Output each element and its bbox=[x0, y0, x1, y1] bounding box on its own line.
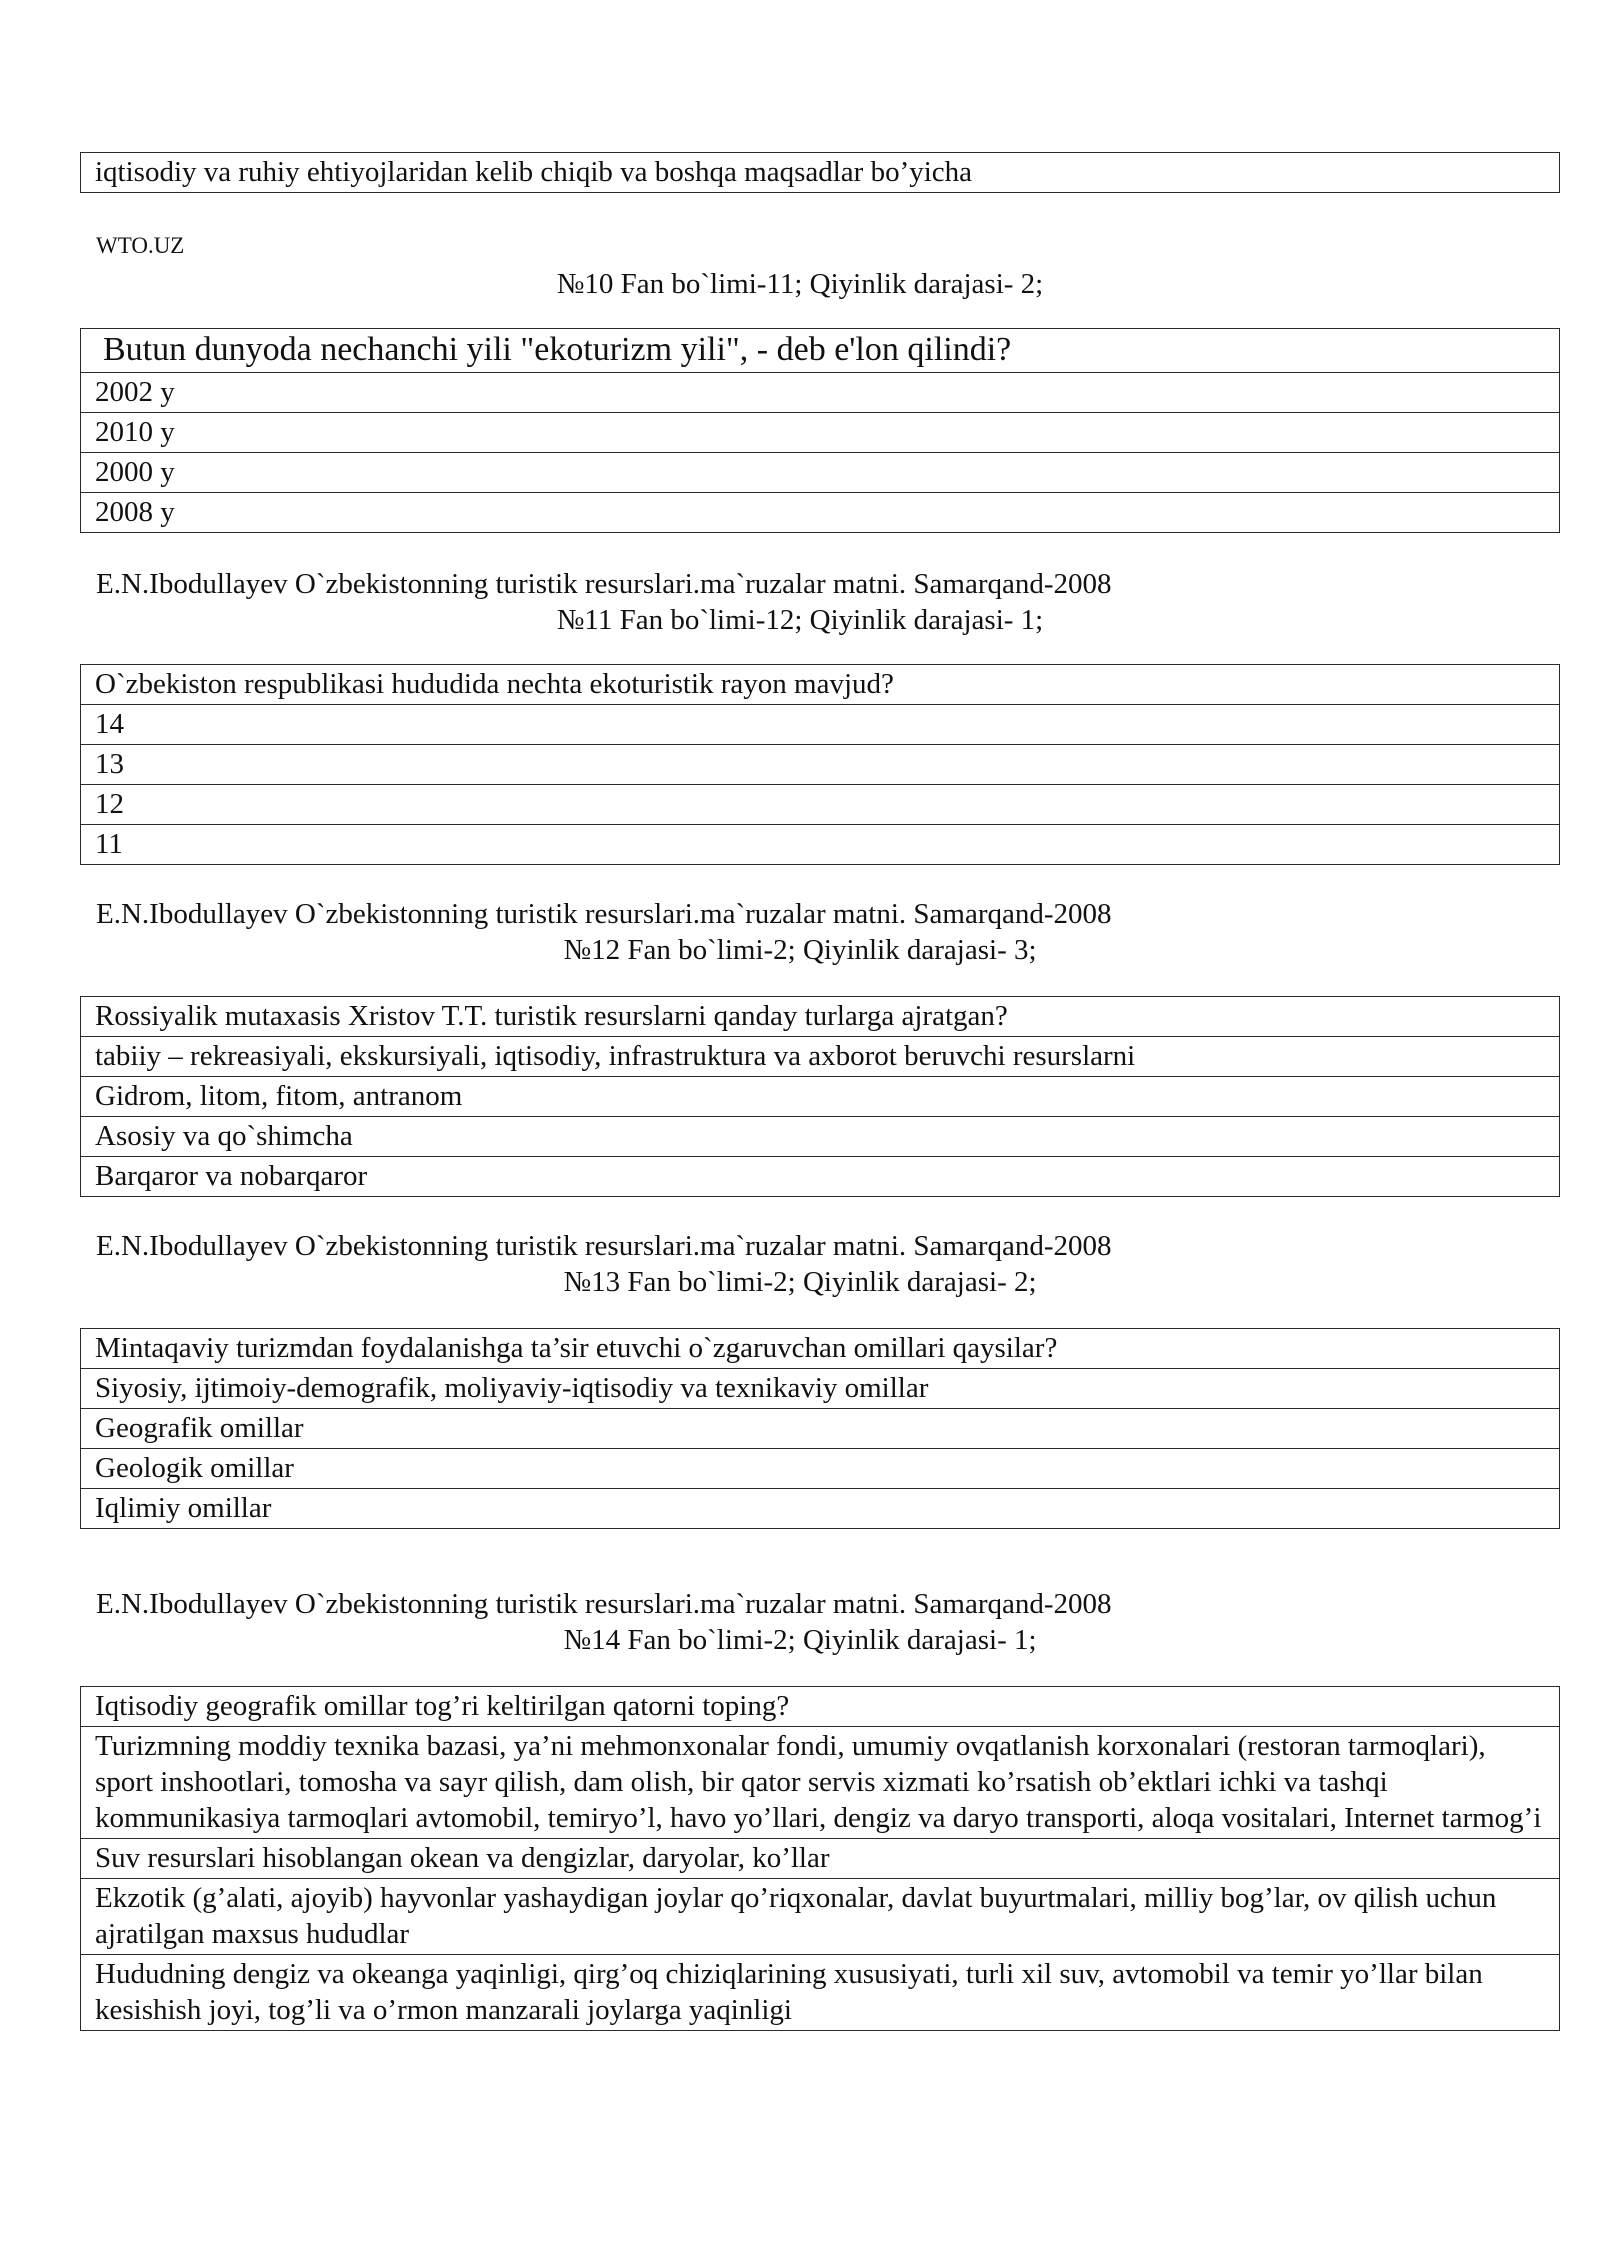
answer-option: Suv resurslari hisoblangan okean va dengizlar, daryolar, ko’llar bbox=[81, 1839, 1560, 1879]
answer-option: Turizmning moddiy texnika bazasi, ya’ni mehmonxonalar fondi, umumiy ovqatlanish korxonalari (restoran tarmoqlari), sport inshootlari, tomosha va sayr qilish, dam olish, bir qator servis xizmati ko’rsatish ob’ektlari ichki va tashqi kommunikasiya tarmoqlari avtomobil, temiryo’l, havo yo’llari, dengiz va daryo transporti, aloqa vositalari, Internet tarmog’i bbox=[81, 1727, 1560, 1839]
answer-option: 2002 y bbox=[81, 373, 1560, 413]
answer-option: 11 bbox=[81, 825, 1560, 865]
question-text: Butun dunyoda nechanchi yili "ekoturizm yili", - deb e'lon qilindi? bbox=[81, 329, 1560, 373]
question-header: №14 Fan bo`limi-2; Qiyinlik darajasi- 1; bbox=[563, 1624, 1037, 1656]
question-table bbox=[80, 1686, 1560, 2031]
answer-option: Gidrom, litom, fitom, antranom bbox=[81, 1077, 1560, 1117]
answer-option: Geografik omillar bbox=[81, 1409, 1560, 1449]
question-header: №11 Fan bo`limi-12; Qiyinlik darajasi- 1; bbox=[556, 604, 1044, 636]
answer-option: 2000 y bbox=[81, 453, 1560, 493]
source-text: WTO.UZ bbox=[96, 233, 185, 258]
answer-option: Siyosiy, ijtimoiy-demografik, moliyaviy-iqtisodiy va texnikaviy omillar bbox=[81, 1369, 1560, 1409]
source-text: E.N.Ibodullayev O`zbekistonning turistik resurslari.ma`ruzalar matni. Samarqand-2008 bbox=[96, 1588, 1112, 1620]
answer-option: Barqaror va nobarqaror bbox=[81, 1157, 1560, 1197]
question-table bbox=[80, 664, 1560, 865]
answer-option: Geologik omillar bbox=[81, 1449, 1560, 1489]
question-text: Rossiyalik mutaxasis Xristov T.T. turistik resurslarni qanday turlarga ajratgan? bbox=[81, 997, 1560, 1037]
question-text: Mintaqaviy turizmdan foydalanishga ta’sir etuvchi o`zgaruvchan omillari qaysilar? bbox=[81, 1329, 1560, 1369]
question-text: Iqtisodiy geografik omillar tog’ri keltirilgan qatorni toping? bbox=[81, 1687, 1560, 1727]
answer-option: 2010 y bbox=[81, 413, 1560, 453]
answer-option: tabiiy – rekreasiyali, ekskursiyali, iqtisodiy, infrastruktura va axborot beruvchi resurslarni bbox=[81, 1037, 1560, 1077]
question-header: №13 Fan bo`limi-2; Qiyinlik darajasi- 2; bbox=[563, 1266, 1037, 1298]
answer-option: Iqlimiy omillar bbox=[81, 1489, 1560, 1529]
question-table bbox=[80, 996, 1560, 1197]
source-text: E.N.Ibodullayev O`zbekistonning turistik resurslari.ma`ruzalar matni. Samarqand-2008 bbox=[96, 1230, 1112, 1262]
fragment-text: iqtisodiy va ruhiy ehtiyojlaridan kelib chiqib va boshqa maqsadlar bo’yicha bbox=[81, 153, 1560, 193]
question-header: №12 Fan bo`limi-2; Qiyinlik darajasi- 3; bbox=[563, 934, 1037, 966]
answer-option: Hududning dengiz va okeanga yaqinligi, qirg’oq chiziqlarining xususiyati, turli xil suv, avtomobil va temir yo’llar bilan kesishish joyi, tog’li va o’rmon manzarali joylarga yaqinligi bbox=[81, 1955, 1560, 2031]
question-table bbox=[80, 328, 1560, 533]
answer-option: 2008 y bbox=[81, 493, 1560, 533]
source-text: E.N.Ibodullayev O`zbekistonning turistik resurslari.ma`ruzalar matni. Samarqand-2008 bbox=[96, 568, 1112, 600]
fragment-table bbox=[80, 152, 1560, 193]
answer-option: Ekzotik (g’alati, ajoyib) hayvonlar yashaydigan joylar qo’riqxonalar, davlat buyurtmalari, milliy bog’lar, ov qilish uchun ajratilgan maxsus hududlar bbox=[81, 1879, 1560, 1955]
question-header: №10 Fan bo`limi-11; Qiyinlik darajasi- 2; bbox=[556, 268, 1044, 300]
answer-option: 14 bbox=[81, 705, 1560, 745]
source-text: E.N.Ibodullayev O`zbekistonning turistik resurslari.ma`ruzalar matni. Samarqand-2008 bbox=[96, 898, 1112, 930]
answer-option: Asosiy va qo`shimcha bbox=[81, 1117, 1560, 1157]
question-text: O`zbekiston respublikasi hududida nechta ekoturistik rayon mavjud? bbox=[81, 665, 1560, 705]
answer-option: 12 bbox=[81, 785, 1560, 825]
question-table bbox=[80, 1328, 1560, 1529]
answer-option: 13 bbox=[81, 745, 1560, 785]
